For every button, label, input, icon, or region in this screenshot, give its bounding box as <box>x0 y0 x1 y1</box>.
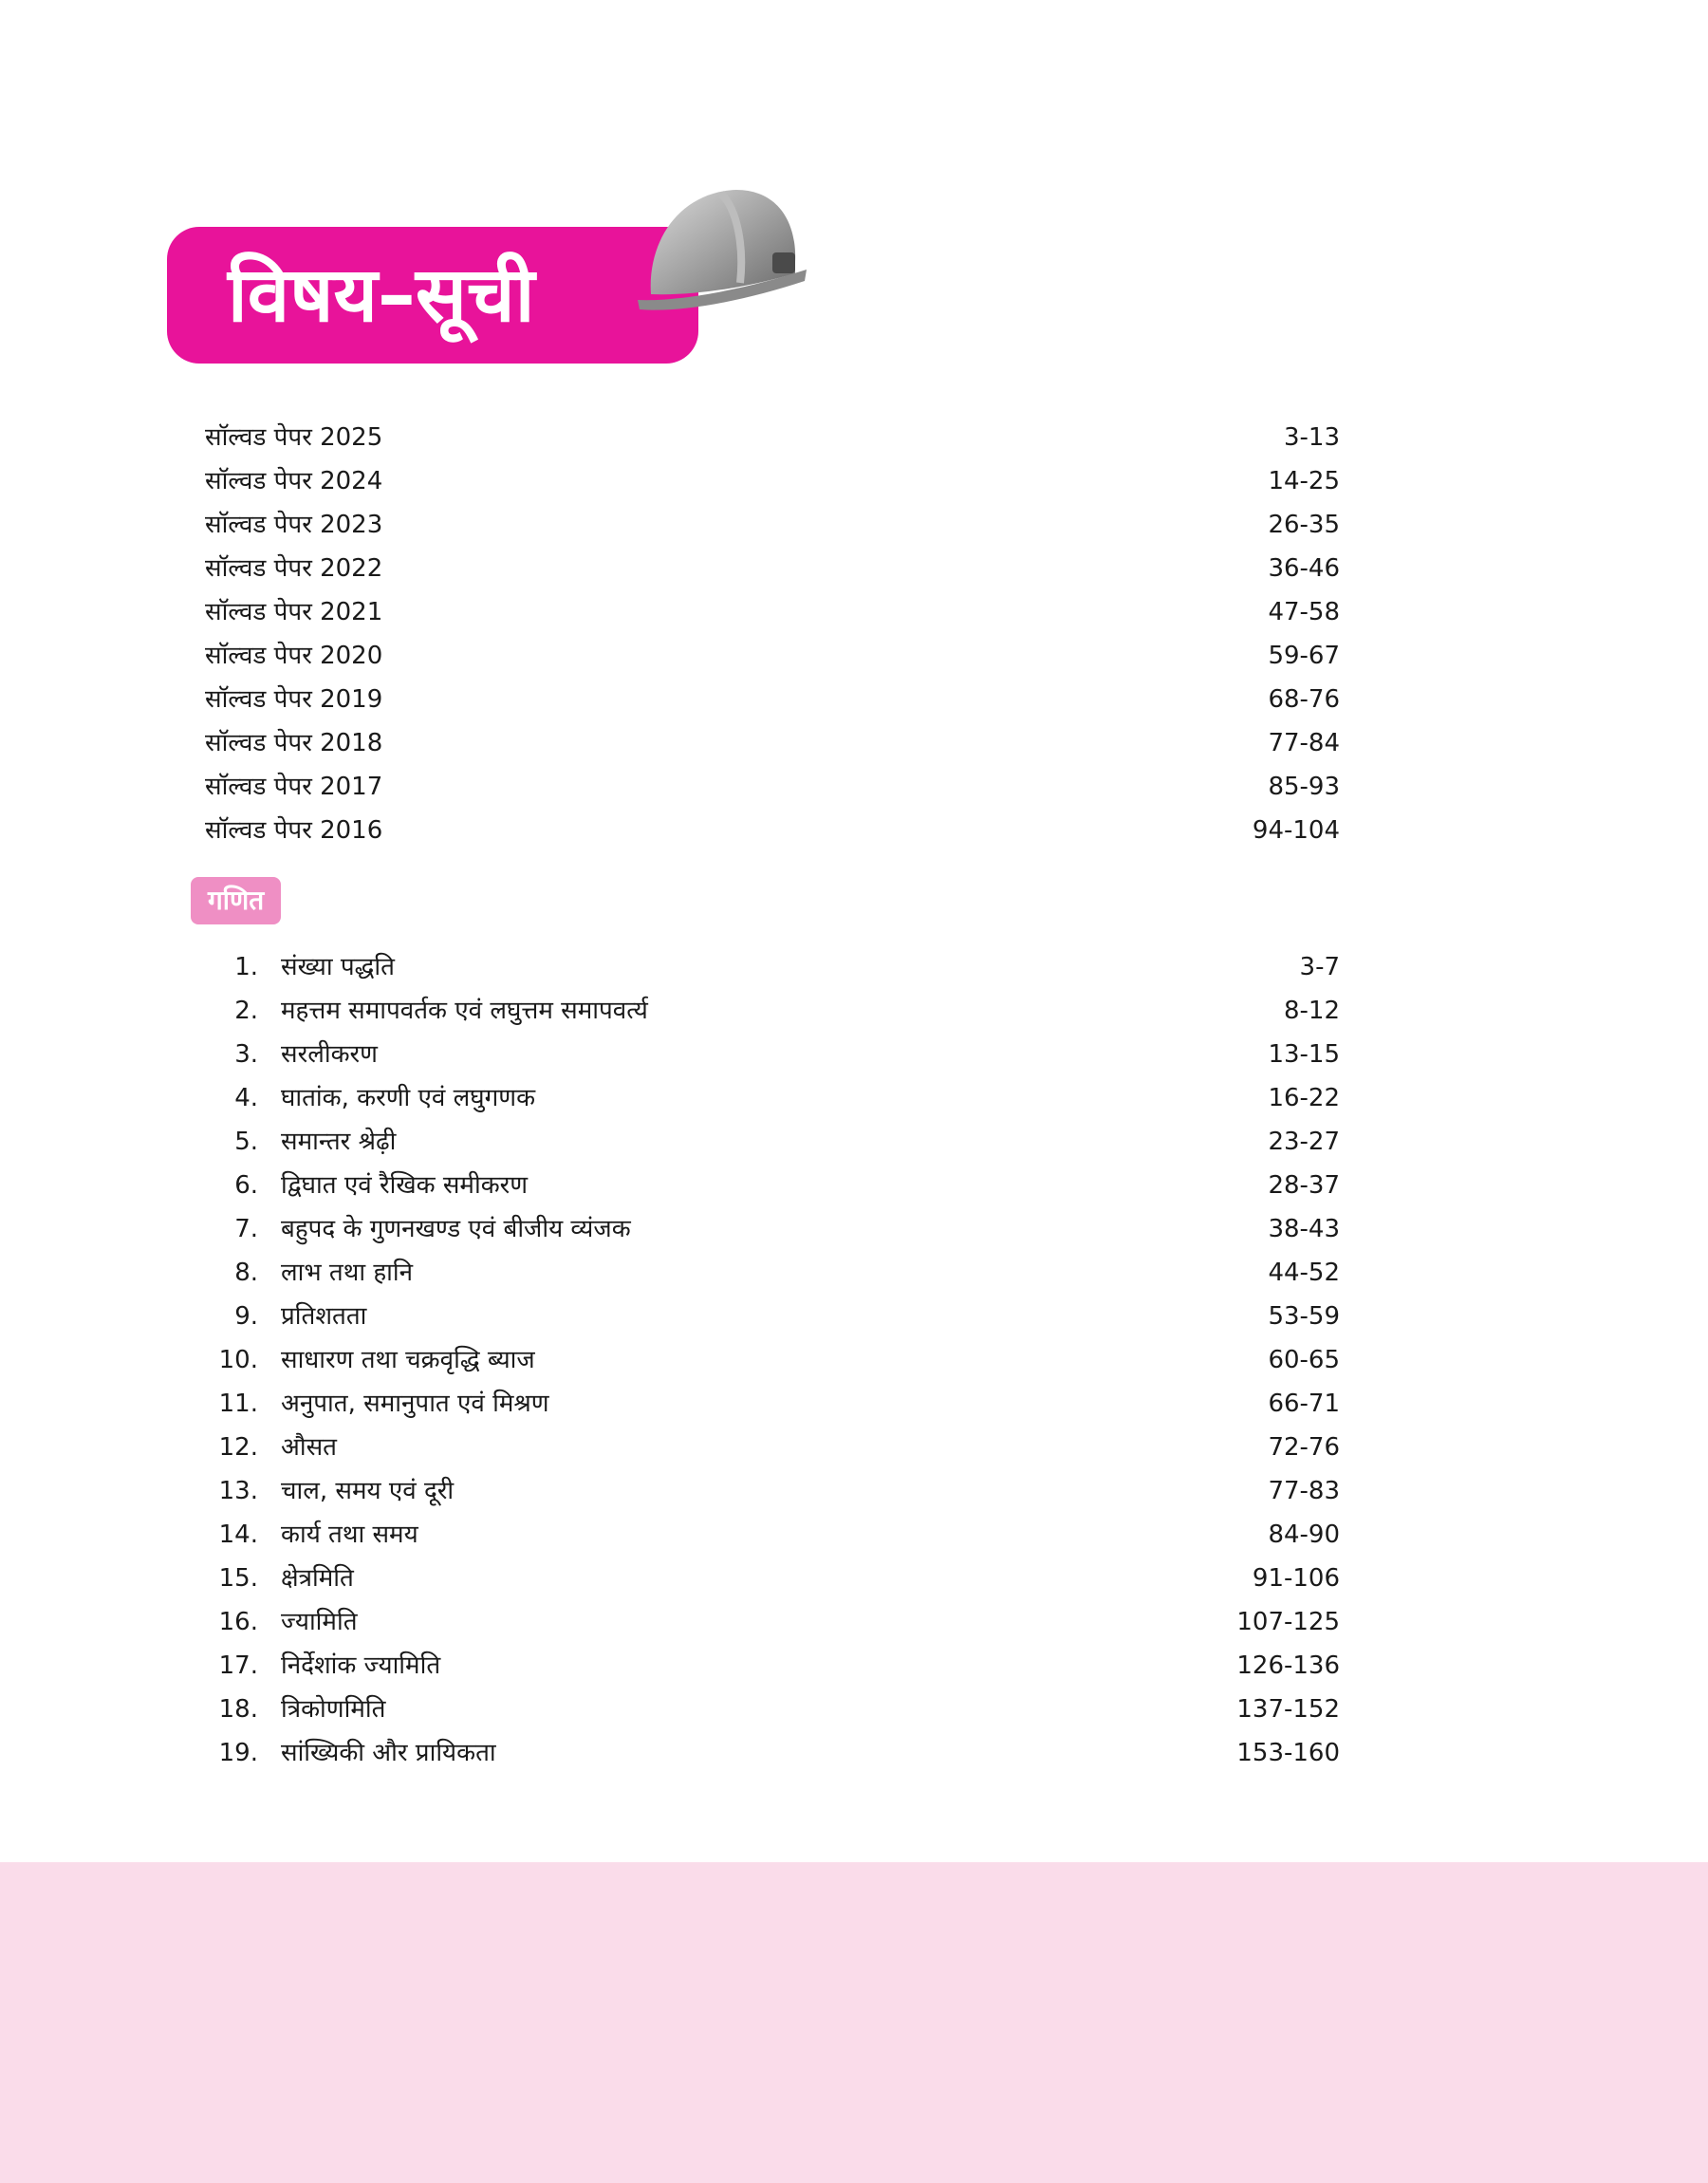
chapter-number: 3. <box>234 1040 258 1069</box>
list-item[interactable] <box>0 1426 1708 1469</box>
chapter-title: क्षेत्रमिति <box>281 1564 354 1593</box>
page-range: 38-43 <box>1268 1215 1340 1243</box>
list-item[interactable] <box>0 1251 1708 1295</box>
paper-label: सॉल्वड पेपर 2020 <box>205 642 383 670</box>
section-badge: गणित <box>191 877 281 924</box>
page-range: 107-125 <box>1236 1608 1340 1636</box>
chapter-title: प्रतिशतता <box>281 1302 367 1331</box>
page-range: 77-83 <box>1268 1477 1340 1505</box>
chapter-number: 9. <box>234 1302 258 1331</box>
page-range: 59-67 <box>1268 642 1340 670</box>
page-range: 13-15 <box>1268 1040 1340 1069</box>
chapter-number: 15. <box>218 1564 258 1593</box>
page-range: 72-76 <box>1268 1433 1340 1462</box>
page-range: 84-90 <box>1268 1521 1340 1549</box>
chapter-title: अनुपात, समानुपात एवं मिश्रण <box>281 1390 549 1418</box>
chapter-number: 11. <box>218 1390 258 1418</box>
chapter-number: 8. <box>234 1259 258 1287</box>
chapter-number: 5. <box>234 1128 258 1156</box>
chapter-title: साधारण तथा चक्रवृद्धि ब्याज <box>281 1346 535 1374</box>
list-item[interactable] <box>0 721 1708 765</box>
title-banner <box>167 227 698 364</box>
list-item[interactable] <box>0 809 1708 852</box>
list-item[interactable] <box>0 1469 1708 1513</box>
paper-label: सॉल्वड पेपर 2023 <box>205 511 383 539</box>
chapter-title: औसत <box>281 1433 337 1462</box>
list-item[interactable] <box>0 1120 1708 1164</box>
chapter-number: 18. <box>218 1695 258 1724</box>
list-item[interactable] <box>0 989 1708 1033</box>
list-item[interactable] <box>0 1688 1708 1731</box>
list-item[interactable] <box>0 1557 1708 1600</box>
page-range: 44-52 <box>1268 1259 1340 1287</box>
page-range: 26-35 <box>1268 511 1340 539</box>
list-item[interactable] <box>0 547 1708 590</box>
chapter-title: घातांक, करणी एवं लघुगणक <box>281 1084 536 1112</box>
paper-label: सॉल्वड पेपर 2025 <box>205 423 383 452</box>
paper-label: सॉल्वड पेपर 2024 <box>205 467 383 495</box>
page-range: 77-84 <box>1268 729 1340 757</box>
chapter-number: 14. <box>218 1521 258 1549</box>
chapter-number: 13. <box>218 1477 258 1505</box>
page-range: 8-12 <box>1283 997 1340 1025</box>
list-item[interactable] <box>0 1207 1708 1251</box>
page-range: 126-136 <box>1236 1651 1340 1680</box>
list-item[interactable] <box>0 459 1708 503</box>
page-range: 85-93 <box>1268 773 1340 801</box>
list-item[interactable] <box>0 765 1708 809</box>
hard-hat-icon <box>634 182 810 315</box>
chapter-title: चाल, समय एवं दूरी <box>281 1477 455 1505</box>
paper-label: सॉल्वड पेपर 2022 <box>205 554 383 583</box>
page-range: 14-25 <box>1268 467 1340 495</box>
list-item[interactable] <box>0 634 1708 678</box>
list-item[interactable] <box>0 945 1708 989</box>
list-item[interactable] <box>0 1644 1708 1688</box>
chapter-title: त्रिकोणमिति <box>281 1695 386 1724</box>
list-item[interactable] <box>0 503 1708 547</box>
page-range: 137-152 <box>1236 1695 1340 1724</box>
page-range: 28-37 <box>1268 1171 1340 1200</box>
page-range: 23-27 <box>1268 1128 1340 1156</box>
page-range: 94-104 <box>1252 816 1340 845</box>
page-range: 153-160 <box>1236 1739 1340 1767</box>
list-item[interactable] <box>0 590 1708 634</box>
chapter-title: संख्या पद्धति <box>281 953 395 981</box>
page-range: 36-46 <box>1268 554 1340 583</box>
page-range: 68-76 <box>1268 685 1340 714</box>
list-item[interactable] <box>0 416 1708 459</box>
chapter-title: निर्देशांक ज्यामिति <box>281 1651 441 1680</box>
page-range: 53-59 <box>1268 1302 1340 1331</box>
page-range: 91-106 <box>1252 1564 1340 1593</box>
chapter-number: 7. <box>234 1215 258 1243</box>
page-title: विषय–सूची <box>228 251 535 339</box>
list-item[interactable] <box>0 1382 1708 1426</box>
page-range: 47-58 <box>1268 598 1340 626</box>
list-item[interactable] <box>0 1076 1708 1120</box>
chapter-number: 4. <box>234 1084 258 1112</box>
chapter-title: ज्यामिति <box>281 1608 358 1636</box>
paper-label: सॉल्वड पेपर 2017 <box>205 773 383 801</box>
chapter-title: लाभ तथा हानि <box>281 1259 414 1287</box>
page-range: 66-71 <box>1268 1390 1340 1418</box>
paper-label: सॉल्वड पेपर 2016 <box>205 816 383 845</box>
chapter-number: 19. <box>218 1739 258 1767</box>
chapter-number: 6. <box>234 1171 258 1200</box>
chapter-number: 17. <box>218 1651 258 1680</box>
chapter-number: 1. <box>234 953 258 981</box>
chapter-title: बहुपद के गुणनखण्ड एवं बीजीय व्यंजक <box>281 1215 631 1243</box>
chapter-number: 2. <box>234 997 258 1025</box>
chapter-title: द्विघात एवं रैखिक समीकरण <box>281 1171 529 1200</box>
footer-band <box>0 1862 1708 2183</box>
list-item[interactable] <box>0 1731 1708 1775</box>
chapter-title: समान्तर श्रेढ़ी <box>281 1128 397 1156</box>
list-item[interactable] <box>0 1600 1708 1644</box>
chapter-title: सांख्यिकी और प्रायिकता <box>281 1739 496 1767</box>
list-item[interactable] <box>0 1033 1708 1076</box>
chapter-number: 16. <box>218 1608 258 1636</box>
list-item[interactable] <box>0 1164 1708 1207</box>
page-range: 60-65 <box>1268 1346 1340 1374</box>
chapter-number: 12. <box>218 1433 258 1462</box>
page-range: 16-22 <box>1268 1084 1340 1112</box>
list-item[interactable] <box>0 1295 1708 1338</box>
paper-label: सॉल्वड पेपर 2018 <box>205 729 383 757</box>
paper-label: सॉल्वड पेपर 2021 <box>205 598 383 626</box>
chapter-title: कार्य तथा समय <box>281 1521 418 1549</box>
chapter-title: महत्तम समापवर्तक एवं लघुत्तम समापवर्त्य <box>281 997 648 1025</box>
list-item[interactable] <box>0 1513 1708 1557</box>
page-range: 3-7 <box>1299 953 1340 981</box>
chapter-title: सरलीकरण <box>281 1040 378 1069</box>
page-range: 3-13 <box>1283 423 1340 452</box>
list-item[interactable] <box>0 678 1708 721</box>
chapter-number: 10. <box>218 1346 258 1374</box>
list-item[interactable] <box>0 1338 1708 1382</box>
paper-label: सॉल्वड पेपर 2019 <box>205 685 383 714</box>
